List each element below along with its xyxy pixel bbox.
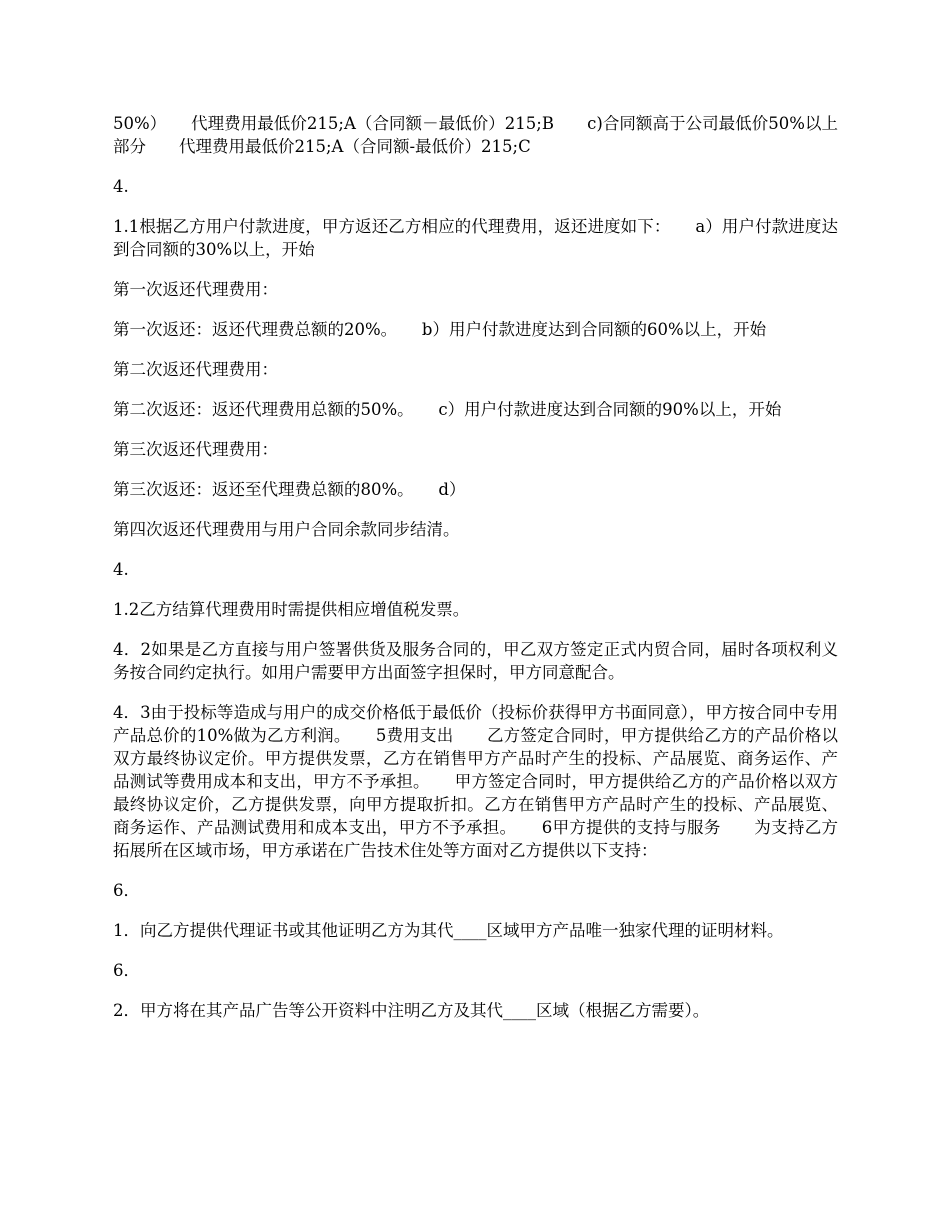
- paragraph-agency-fee-formula: 50%） 代理费用最低价215;A（合同额－最低价）215;B c)合同额高于公司最低价50%以上部分 代理费用最低价215;A（合同额-最低价）215;C: [113, 114, 838, 156]
- paragraph-third-refund-heading: 第三次返还代理费用：: [113, 440, 278, 459]
- section-number: 6．: [113, 881, 140, 900]
- document-page: [113, 112, 838, 1039]
- section-number: 6．: [113, 961, 140, 980]
- paragraph-second-refund: 第二次返还：返还代理费用总额的50%。 c）用户付款进度达到合同额的90%以上，开始: [113, 400, 782, 419]
- paragraph-first-refund-heading: 第一次返还代理费用：: [113, 280, 278, 299]
- paragraph-bidding-and-costs: 4．3由于投标等造成与用户的成交价格低于最低价（投标价获得甲方书面同意），甲方按合同中专用产品总价的10%做为乙方利润。 5费用支出 乙方签定合同时，甲方提供给乙方的产品价格以双方最终协议定价。甲方提供发票，乙方在销售甲方产品时产生的投标、产品展览、商务运作、产品测试等费用成本和支出，甲方不予承担。 甲方签定合同时，甲方提供给乙方的产品价格以双方最终协议定价，乙方提供发票，向甲方提取折扣。乙方在销售甲方产品时产生的投标、产品展览、商务运作、产品测试费用和成本支出，甲方不予承担。 6甲方提供的支持与服务 为支持乙方拓展所在区域市场，甲方承诺在广告技术住处等方面对乙方提供以下支持：: [113, 703, 838, 860]
- paragraph-direct-contract: 4．2如果是乙方直接与用户签署供货及服务合同的，甲乙双方签定正式内贸合同，届时各项权利义务按合同约定执行。如用户需要甲方出面签字担保时，甲方同意配合。: [113, 640, 838, 682]
- paragraph-fourth-refund: 第四次返还代理费用与用户合同余款同步结清。: [113, 520, 460, 539]
- paragraph-second-refund-heading: 第二次返还代理费用：: [113, 360, 278, 379]
- paragraph-third-refund: 第三次返还：返还至代理费总额的80%。 d）: [113, 480, 466, 499]
- paragraph-agency-certificate: 1．向乙方提供代理证书或其他证明乙方为其代____区域甲方产品唯一独家代理的证明材料。: [113, 921, 784, 940]
- paragraph-first-refund: 第一次返还：返还代理费总额的20%。 b）用户付款进度达到合同额的60%以上，开始: [113, 320, 767, 339]
- section-number: 4.: [113, 177, 129, 196]
- paragraph-advertising-support: 2．甲方将在其产品广告等公开资料中注明乙方及其代____区域（根据乙方需要）。: [113, 1001, 710, 1020]
- section-number: 4.: [113, 560, 129, 579]
- paragraph-refund-schedule: 1.1根据乙方用户付款进度，甲方返还乙方相应的代理费用，返还进度如下： a）用户付款进度达到合同额的30%以上，开始: [113, 217, 838, 259]
- paragraph-invoice-requirement: 1.2乙方结算代理费用时需提供相应增值税发票。: [113, 600, 470, 619]
